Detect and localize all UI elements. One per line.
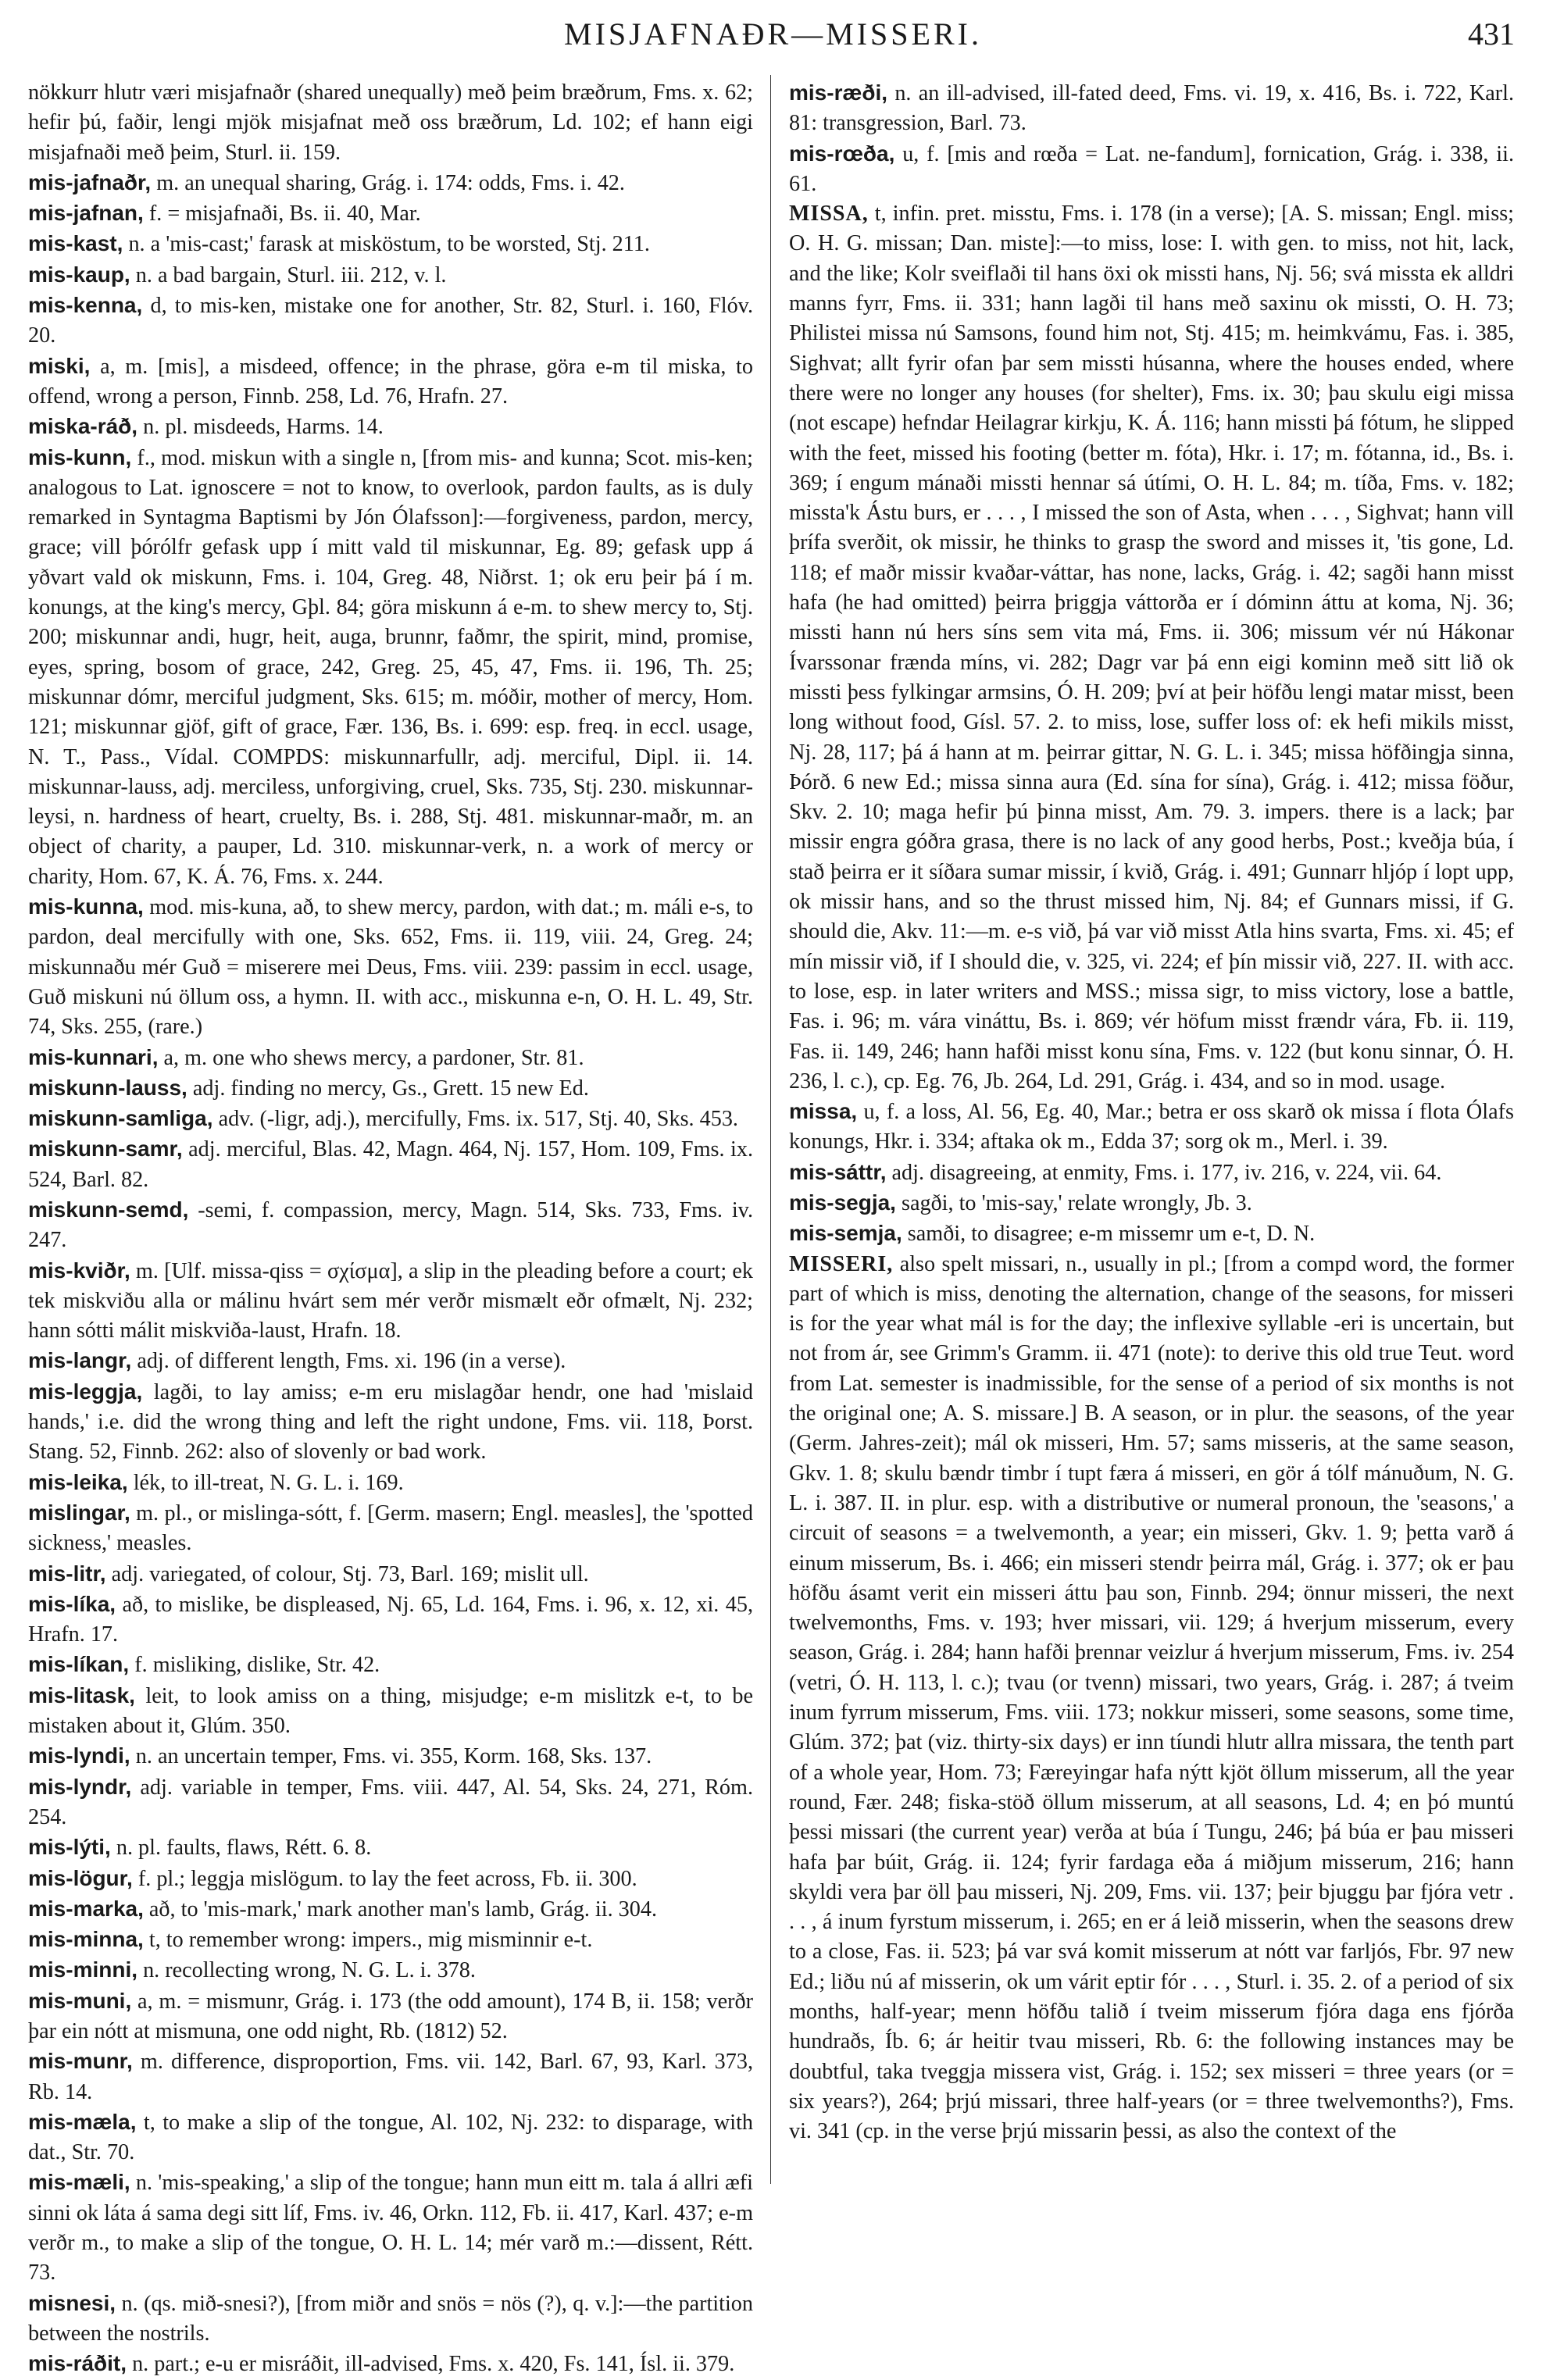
dictionary-entry	[28, 198, 753, 229]
entry-definition: adj. variable in temper, Fms. viii. 447, Al. 54, Sks. 24, 271, Róm. 254.	[28, 1775, 753, 1829]
dictionary-entry	[28, 351, 753, 412]
dictionary-entry	[789, 139, 1514, 200]
dictionary-entry	[28, 2107, 753, 2168]
entry-definition: f. misliking, dislike, Str. 42.	[129, 1653, 380, 1678]
entry-definition: mod. mis-kuna, að, to shew mercy, pardon, with dat.; m. máli e-s, to pardon, deal mercifully with one, Sks. 652, Fms. ii. 119, viii. 24, Greg. 24; miskunnaðu mér Guð = miserere mei Deus, Fms. viii. 239: passim in eccl. usage, Guð miskuni nú öllum oss, a hymn. II. with acc., miskunna e-n, O. H. L. 49, Str. 74, Sks. 255, (rare.)	[28, 895, 753, 1040]
left-column	[28, 78, 753, 2377]
entry-headword: mis-jafnan,	[28, 201, 144, 226]
entry-definition: m. an unequal sharing, Grág. i. 174: odds, Fms. i. 42.	[151, 170, 625, 195]
dictionary-entry	[28, 1650, 753, 1680]
dictionary-entry	[28, 291, 753, 351]
entry-headword: MISSA,	[789, 202, 869, 227]
dictionary-entry	[28, 2168, 753, 2288]
dictionary-entry	[28, 229, 753, 259]
entry-headword: mis-kast,	[28, 231, 123, 256]
dictionary-entry	[789, 1188, 1514, 1219]
page-header	[0, 11, 1546, 66]
entry-headword: mis-líkan,	[28, 1652, 130, 1677]
dictionary-entry	[28, 1498, 753, 1559]
entry-definition: u, f. [mis and rœða = Lat. ne-fandum], fornication, Grág. i. 338, ii. 61.	[789, 141, 1514, 196]
dictionary-entry	[28, 1925, 753, 1955]
entry-definition: lagði, to lay amiss; e-m eru mislagðar hendr, one had 'mislaid hands,' i.e. did the wrong thing and left the right undone, Fms. vii. 118, Þorst. Stang. 52, Finnb. 262: also of slovenly or bad work.	[28, 1379, 753, 1465]
entry-definition: n. recollecting wrong, N. G. L. i. 378.	[137, 1958, 476, 1983]
entry-definition: m. difference, disproportion, Fms. vii. 142, Barl. 67, 93, Karl. 373, Rb. 14.	[28, 2050, 753, 2104]
entry-headword: mis-lýti,	[28, 1835, 111, 1860]
entry-definition: n. an uncertain temper, Fms. vi. 355, Korm. 168, Sks. 137.	[130, 1744, 652, 1769]
entry-definition: sagði, to 'mis-say,' relate wrongly, Jb. 3.	[895, 1190, 1252, 1215]
entry-headword: mis-munr,	[28, 2049, 133, 2074]
dictionary-entry	[28, 1986, 753, 2047]
dictionary-entry	[28, 1346, 753, 1376]
entry-headword: mis-leika,	[28, 1469, 128, 1494]
dictionary-entry	[28, 1955, 753, 1986]
dictionary-entry	[789, 78, 1514, 139]
entry-definition: a, m. one who shews mercy, a pardoner, Str. 81.	[158, 1045, 584, 1070]
entry-headword: mis-kunnari,	[28, 1044, 159, 1069]
entry-headword: mis-kenna,	[28, 293, 143, 318]
entry-definition: u, f. a loss, Al. 56, Eg. 40, Mar.; betra er oss skarð ok missa í flota Ólafs konungs, Hkr. i. 334; aftaka ok m., Edda 37; sorg ok m., Merl. i. 39.	[789, 1100, 1514, 1154]
entry-definition: also spelt missari, n., usually in pl.; [from a compd word, the former part of which is miss, denoting the alternation, change of the seasons, for misseri is for the year what mál is for the day; the inflexive syllable -eri is uncertain, but not from ár, see Grimm's Gramm. ii. 471 (note): to derive this old true Teut. word from Lat. semester is inadmissible, for the sense of a period of six months is not the original one; A. S. missare.] B. A season, or in plur. the seasons, of the year (Germ. Jahres-zeit); mál ok misseri, Hm. 57; sams misseris, at the same season, Gkv. 1. 8; skulu bændr timbr í tupt færa á misseri, en gör á tólf mánuðum, N. G. L. i. 387. II. in plur. esp. with a distributive or numeral pronoun, the 'seasons,' a circuit of seasons = a twelvemonth, a year; ein misseri, Gkv. 1. 9; þetta varð á einum misserum, Bs. i. 466; ein misseri stendr þeirra mál, Grág. i. 377; ok er þau höfðu ásamt verit ein misseri áttu þau son, Finnb. 294; önnur misseri, the next twelvemonths, Fms. v. 193; hver missari, vii. 129; á hverjum misserum, every season, Grág. i. 284; hann hafði þrennar veizlur á hverjum misserum, Fms. iv. 254 (vetri, Ó. H. 113, l. c.); tvau (or tvenn) missari, two years, Grág. i. 287; á tveim inum fyrrum misserum, Fms. viii. 173; nokkur misseri, some seasons, some time, Glúm. 372; þat (viz. thirty-six days) er inn tíundi hlutr allra missara, the tenth part of a whole year, Hom. 73; Færeyingar hafa nýtt kjöt öllum misserum, all the year round, Fær. 248; fiska-stöð öllum misserum, at all seasons, Ld. 4; en þó muntú þessi missari (the current year) verða at búa í Tungu, 246; þá búa er þau misseri hafa þar búit, Grág. ii. 124; fyrir fardaga eða á miðjum misserum, 216; hann skyldi vera þar öll þau misseri, Nj. 209, Fms. vii. 137; þeir bjuggu þar fjóra vetr . . . , á inum fyrstum misserum, i. 265; en er á leið misserin, when the seasons drew to a close, Fas. ii. 523; þá var svá komit misserum at nótt var farljós, Fbr. 97 new Ed.; liðu nú af misserin, ok um várit eptir fór . . . , Sturl. i. 35. 2. of a period of six months, half-year; menn höfðu talið í tveim misserum fjóra daga ens fjórða hundraðs, Íb. 6; ár heitir tvau misseri, Rb. 6: the following instances may be doubtful, taka tveggja missera vist, Grág. i. 152; sex misseri = three years (or = six years?), 264; þrjú missari, three half-years (or = three twelvemonths?), Fms. vi. 341 (cp. in the verse þrjú missarin þessi, as also the context of the	[789, 1251, 1514, 2144]
page-number: 431	[1468, 16, 1515, 52]
entry-headword: mis-marka,	[28, 1896, 144, 1921]
dictionary-entry	[28, 892, 753, 1042]
right-column	[789, 78, 1514, 2187]
entry-headword: miski,	[28, 353, 91, 378]
dictionary-entry	[28, 1468, 753, 1498]
dictionary-entry	[789, 1250, 1514, 2147]
dictionary-entry	[28, 1256, 753, 1347]
entry-definition: n. an ill-advised, ill-fated deed, Fms. vi. 19, x. 416, Bs. i. 722, Karl. 81: transgression, Barl. 73.	[789, 81, 1514, 136]
entry-definition: n. 'mis-speaking,' a slip of the tongue; hann mun eitt m. tala á allri æfi sinni ok láta á sama degi sitt líf, Fms. iv. 46, Orkn. 112, Fb. ii. 417, Karl. 437; e-m verðr m., to make a slip of the tongue, O. H. L. 14; mér varð m.:—dissent, Rétt. 73.	[28, 2171, 753, 2285]
entry-definition: að, to 'mis-mark,' mark another man's lamb, Grág. ii. 304.	[143, 1897, 658, 1921]
entry-definition: adj. of different length, Fms. xi. 196 (in a verse).	[131, 1349, 566, 1374]
entry-headword: mislingar,	[28, 1500, 130, 1525]
entry-headword: mis-lyndr,	[28, 1774, 132, 1799]
entry-headword: mis-lyndi,	[28, 1743, 130, 1768]
entry-headword: mis-litr,	[28, 1561, 106, 1586]
dictionary-entry	[28, 1559, 753, 1590]
entry-definition: m. [Ulf. missa-qiss = σχίσμα], a slip in the pleading before a court; ek tek miskviðu alla or málinu hvárt sem mér verðr mismælt eðr ofmælt, Nj. 232; hann sótti málit miskviða-laust, Hrafn. 18.	[28, 1258, 753, 1343]
entry-headword: mis-líka,	[28, 1591, 116, 1616]
entry-headword: mis-segja,	[789, 1190, 896, 1215]
entry-headword: mis-lögur,	[28, 1865, 133, 1890]
entry-headword: mis-rœða,	[789, 141, 895, 166]
entry-definition: adj. merciful, Blas. 42, Magn. 464, Nj. 157, Hom. 109, Fms. ix. 524, Barl. 82.	[28, 1137, 753, 1192]
dictionary-entry	[28, 2046, 753, 2107]
dictionary-entry	[789, 1219, 1514, 1249]
entry-headword: miska-ráð,	[28, 414, 138, 439]
dictionary-entry	[28, 1894, 753, 1925]
entry-definition: d, to mis-ken, mistake one for another, Str. 82, Sturl. i. 160, Flóv. 20.	[28, 294, 753, 348]
dictionary-entry	[28, 260, 753, 291]
dictionary-entry	[28, 1590, 753, 1650]
entry-headword: mis-mæla,	[28, 2109, 137, 2134]
running-title: MISJAFNAÐR—MISSERI.	[564, 16, 982, 52]
entry-headword: miskunn-samliga,	[28, 1106, 213, 1131]
dictionary-entry	[28, 1104, 753, 1134]
dictionary-entry	[28, 168, 753, 198]
entry-definition: m. pl., or mislinga-sótt, f. [Germ. masern; Engl. measles], the 'spotted sickness,' measles.	[28, 1500, 753, 1556]
dictionary-entry	[28, 1741, 753, 1772]
column-divider	[770, 75, 771, 2184]
entry-headword: mis-mæli,	[28, 2170, 130, 2195]
entry-definition: n. a 'mis-cast;' farask at misköstum, to be worsted, Stj. 211.	[123, 232, 650, 257]
entry-headword: misnesi,	[28, 2290, 116, 2315]
entry-headword: mis-jafnaðr,	[28, 169, 152, 194]
entry-definition: n. pl. faults, flaws, Rétt. 6. 8.	[110, 1836, 372, 1861]
entry-definition: -semi, f. compassion, mercy, Magn. 514, Sks. 733, Fms. iv. 247.	[28, 1197, 753, 1253]
entry-definition: samði, to disagree; e-m missemr um e-t, D. N.	[902, 1222, 1316, 1247]
entry-definition: f. pl.; leggja mislögum. to lay the feet across, Fb. ii. 300.	[132, 1866, 637, 1891]
entry-definition: n. a bad bargain, Sturl. iii. 212, v. l.	[130, 262, 447, 287]
entry-definition: a, m. [mis], a misdeed, offence; in the phrase, göra e-m til miska, to offend, wrong a person, Finnb. 258, Ld. 76, Hrafn. 27.	[28, 354, 753, 409]
entry-definition: n. pl. misdeeds, Harms. 14.	[137, 415, 384, 440]
entry-headword: MISSERI,	[789, 1251, 894, 1276]
entry-headword: mis-kaup,	[28, 262, 130, 287]
entry-headword: mis-leggja,	[28, 1379, 143, 1404]
dictionary-entry	[789, 1158, 1514, 1188]
entry-headword: mis-kunna,	[28, 894, 144, 919]
entry-headword: mis-minni,	[28, 1957, 138, 1982]
dictionary-entry	[789, 1097, 1514, 1158]
dictionary-entry	[28, 1377, 753, 1468]
dictionary-entry	[28, 1681, 753, 1742]
dictionary-entry	[28, 1073, 753, 1104]
dictionary-entry	[28, 1832, 753, 1863]
entry-headword: mis-ræði,	[789, 80, 888, 105]
entry-headword: missa,	[789, 1099, 858, 1124]
dictionary-entry	[28, 1772, 753, 1833]
entry-headword: mis-minna,	[28, 1927, 144, 1952]
entry-headword: mis-langr,	[28, 1348, 132, 1373]
dictionary-entry	[28, 78, 753, 168]
dictionary-entry	[28, 2289, 753, 2350]
dictionary-entry	[28, 443, 753, 892]
entry-definition: t, to make a slip of the tongue, Al. 102, Nj. 232: to disparage, with dat., Str. 70.	[28, 2110, 753, 2165]
entry-headword: miskunn-samr,	[28, 1136, 183, 1161]
entry-definition: adj. finding no mercy, Gs., Grett. 15 new Ed.	[187, 1076, 589, 1101]
dictionary-entry	[28, 1134, 753, 1195]
entry-definition: n. (qs. mið-snesi?), [from miðr and snös = nös (?), q. v.]:—the partition between the nostrils.	[28, 2291, 753, 2346]
entry-definition: nökkurr hlutr væri misjafnaðr (shared unequally) með þeim bræðrum, Fms. x. 62; hefir þú, faðir, lengi mjök misjafnat með oss bræðrum, Ld. 102; ef hann eigi misjafnaði með þeim, Sturl. ii. 159.	[28, 80, 753, 165]
entry-headword: mis-muni,	[28, 1988, 132, 2013]
entry-headword: mis-litask,	[28, 1682, 135, 1707]
entry-definition: f., mod. miskun with a single n, [from mis- and kunna; Scot. mis-ken; analogous to Lat. ignoscere = not to know, to overlook, pardon faults, as is duly remarked in Syntagma Baptismi by Jón Ólafsson]:—forgiveness, pardon, mercy, grace; vill þórólfr gefask upp í mitt vald til miskunnar, Eg. 89; gefask upp á yðvart vald ok miskunn, Fms. i. 104, Greg. 48, Niðrst. 1; ok eru þeir þá í m. konungs, at the king's mercy, Gþl. 84; göra miskunn á e-m. to shew mercy to, Stj. 200; miskunnar andi, hugr, heit, auga, brunnr, faðmr, the spirit, mind, promise, eyes, spring, bosom of grace, 242, Greg. 25, 45, 47, Fms. ii. 196, Th. 25; miskunnar dómr, merciful judgment, Sks. 615; m. móðir, mother of mercy, Hom. 121; miskunnar gjöf, gift of grace, Fær. 136, Bs. i. 699: esp. freq. in eccl. usage, N. T., Pass., Vídal. COMPDS: miskunnarfullr, adj. merciful, Dipl. ii. 14. miskunnar-lauss, adj. merciless, unforgiving, cruel, Sks. 735, Stj. 230. miskunnar-leysi, n. hardness of heart, cruelty, Bs. i. 288, Stj. 481. miskunnar-maðr, m. an object of charity, a pauper, Ld. 310. miskunnar-verk, n. a work of mercy or charity, Hom. 67, K. Á. 76, Fms. x. 244.	[28, 445, 753, 889]
entry-headword: mis-sáttr,	[789, 1159, 887, 1184]
entry-definition: t, to remember wrong: impers., mig misminnir e-t.	[143, 1928, 593, 1953]
entry-definition: að, to mislike, be displeased, Nj. 65, Ld. 164, Fms. i. 96, x. 12, xi. 45, Hrafn. 17.	[28, 1592, 753, 1647]
entry-definition: adv. (-ligr, adj.), mercifully, Fms. ix. 517, Stj. 40, Sks. 453.	[212, 1107, 738, 1132]
dictionary-entry	[789, 199, 1514, 1097]
entry-definition: leit, to look amiss on a thing, misjudge; e-m mislitzk e-t, to be mistaken about it, Glúm. 350.	[28, 1683, 753, 1739]
dictionary-entry	[28, 412, 753, 442]
entry-headword: mis-kunn,	[28, 444, 132, 469]
dictionary-entry	[28, 1195, 753, 1256]
entry-headword: mis-ráðit,	[28, 2351, 127, 2376]
entry-definition: f. = misjafnaði, Bs. ii. 40, Mar.	[143, 202, 421, 227]
entry-headword: miskunn-lauss,	[28, 1075, 187, 1100]
dictionary-entry	[28, 2349, 753, 2379]
entry-headword: mis-semja,	[789, 1221, 902, 1246]
entry-definition: n. part.; e-u er misráðit, ill-advised, Fms. x. 420, Fs. 141, Ísl. ii. 379.	[127, 2352, 735, 2377]
dictionary-entry	[28, 1864, 753, 1894]
entry-headword: mis-kviðr,	[28, 1258, 130, 1283]
entry-definition: lék, to ill-treat, N. G. L. i. 169.	[127, 1470, 404, 1495]
entry-definition: t, infin. pret. misstu, Fms. i. 178 (in a verse); [A. S. missan; Engl. miss; O. H. G. missan; Dan. miste]:—to miss, lose: I. with gen. to miss, not hit, lack, and the like; Kolr sveiflaði til hans öxi ok missti hans, Nj. 56; svá missta ek alldri manns fyrr, Fms. ii. 331; hann lagði til hans með saxinu ok missti, O. H. 73; Philistei missa nú Samsons, found him not, Stj. 415; m. heimkvámu, Fas. i. 385, Sighvat; allt fyrir ofan þar sem missti húsanna, where the houses ended, where there were no longer any houses (for shelter), Fms. ix. 30; þau skulu eigi missa (not escape) hefndar Heilagrar kirkju, K. Á. 116; hann missti þá fótum, he slipped with the feet, missed his footing (better m. fóta), Hkr. i. 17; m. fótanna, id., Bs. i. 369; í engum mánaði missti hennar sá útími, O. H. L. 84; m. tíða, Fms. v. 182; missta'k Ástu burs, er . . . , I missed the son of Asta, when . . . , Sighvat; hann vill þrífa sverðit, ok missir, he thinks to grasp the sword and misses it, 'tis gone, Ld. 118; ef maðr missir kvaðar-váttar, has none, lacks, Grág. i. 42; sagði hann misst hafa (he had omitted) þeirra þriggja váttorða er í dóminn áttu at koma, Nj. 36; missti hann nú hers síns sem vita má, Fms. ii. 306; missum vér nú Hákonar Ívarssonar frænda míns, vi. 282; Dagr var þá enn eigi kominn með sitt lið ok missti þess fylkingar armsins, Ó. H. 209; því at þeir höfðu lengi matar misst, been long without food, Gísl. 57. 2. to miss, lose, suffer loss of: ek hefi mikils misst, Nj. 28, 117; þá á hann at m. þeirrar gittar, N. G. L. i. 345; missa höfðingja sinna, Þórð. 6 new Ed.; missa sinna aura (Ed. sína for sína), Grág. i. 412; missa föður, Skv. 2. 10; maga hefir þú þinna misst, Am. 79. 3. impers. there is a lack; þar missir engra góðra grasa, there is no lack of any good herbs, Post.; kveðja búa, í stað þeirra er it síðara sumar missir, í kvið, Grág. i. 491; Gunnarr hljóp í lopt upp, ok missir hans, and so the thrust missed him, Nj. 84; ef Gunnars missi, if G. should die, Akv. 11:—m. e-s við, þá var við misst Atla hins svarta, Fms. xi. 45; ef mín missir við, if I should die, v. 325, vi. 224; ef þín missir við, 227. II. with acc. to lose, esp. in later writers and MSS.; missa sigr, to miss victory, lose a battle, Fas. i. 96; m. vára vináttu, Bs. i. 869; vér höfum misst frændr vára, Fb. ii. 119, Fas. ii. 149, 246; hann hafði misst konu sína, Fms. v. 122 (but konu sinnar, Ó. H. 236, l. c.), cp. Eg. 76, Jb. 264, Ld. 291, Grág. i. 434, and so in mod. usage.	[789, 202, 1514, 1094]
dictionary-entry	[28, 1043, 753, 1073]
entry-definition: adj. variegated, of colour, Stj. 73, Barl. 169; mislit ull.	[105, 1561, 589, 1586]
entry-headword: miskunn-semd,	[28, 1197, 189, 1222]
entry-definition: adj. disagreeing, at enmity, Fms. i. 177, iv. 216, v. 224, vii. 64.	[886, 1160, 1442, 1185]
entry-definition: a, m. = mismunr, Grág. i. 173 (the odd amount), 174 B, ii. 158; verðr þar ein nótt at mismuna, one odd night, Rb. (1812) 52.	[28, 1989, 753, 2043]
